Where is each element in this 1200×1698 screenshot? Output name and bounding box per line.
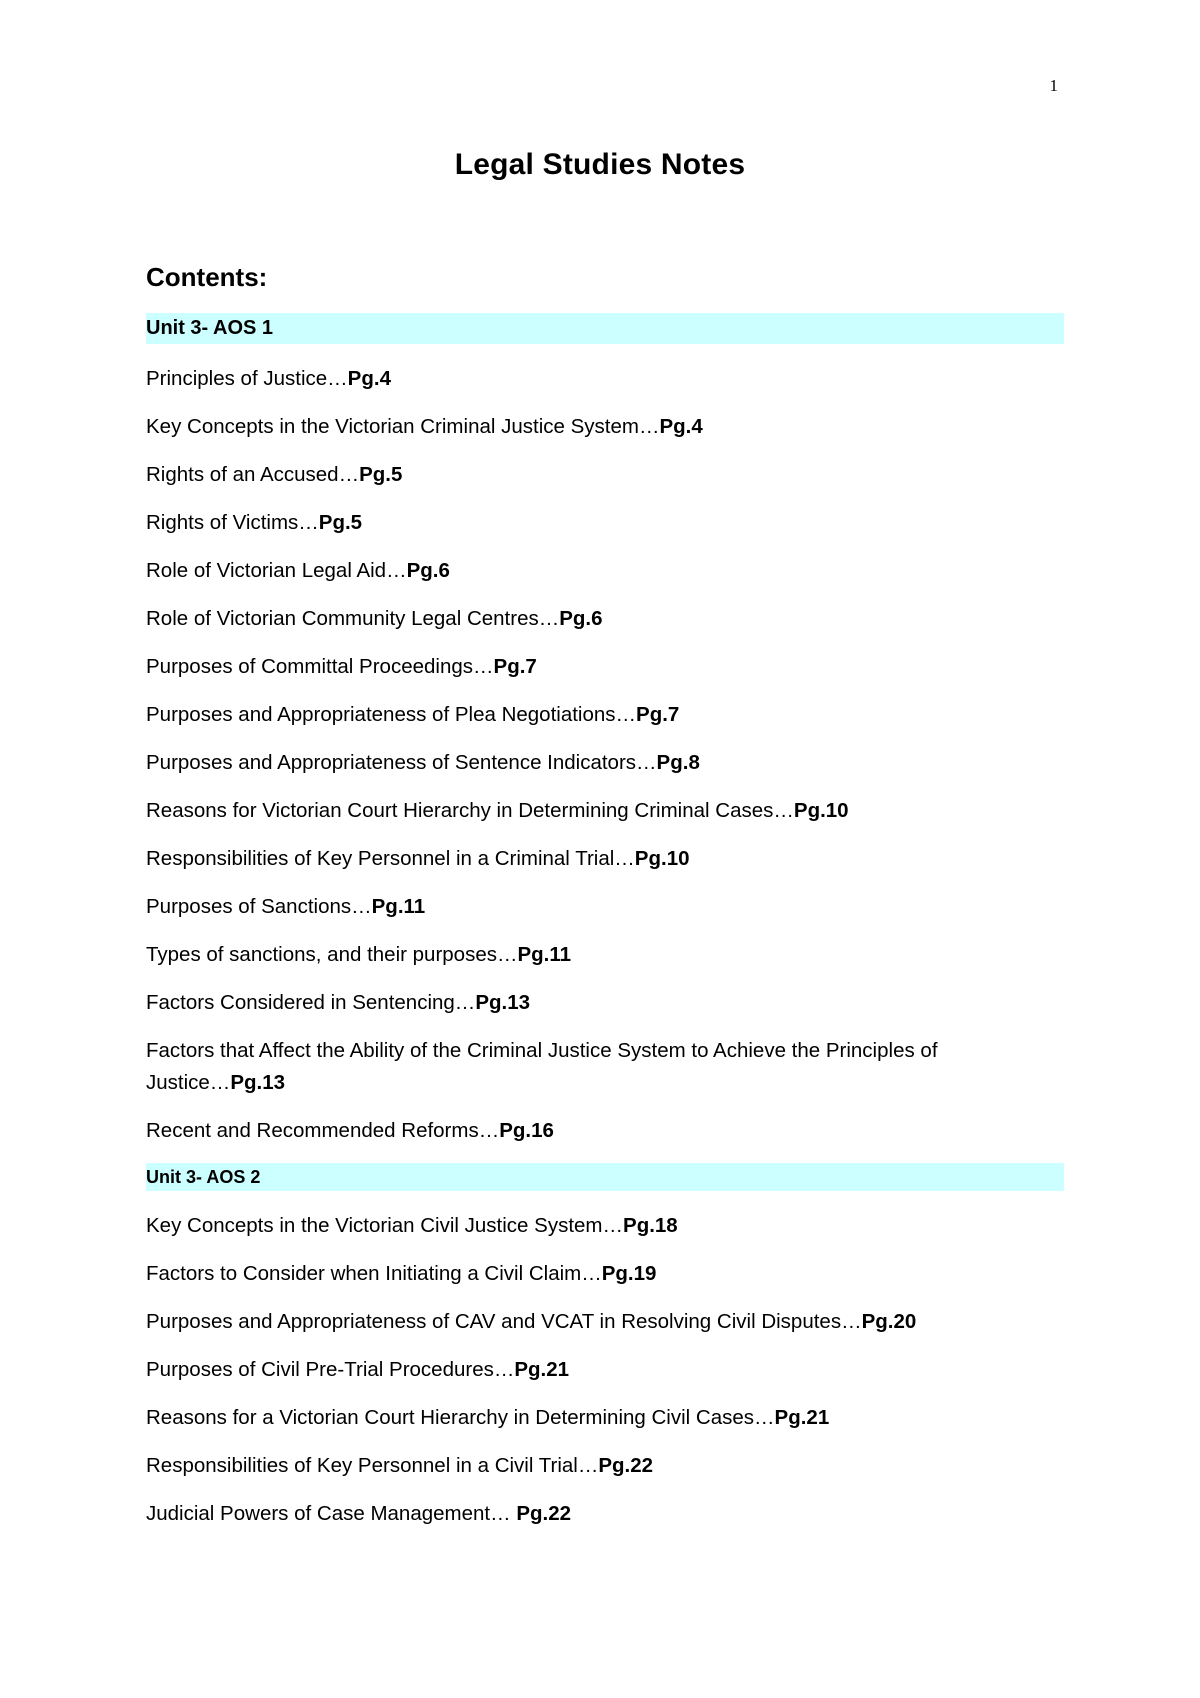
toc-entry-title: Purposes and Appropriateness of Plea Negotiations… [146, 703, 637, 726]
toc-entry-page: Pg.6 [559, 607, 603, 630]
toc-entry-title: Reasons for a Victorian Court Hierarchy in Determining Civil Cases… [146, 1406, 775, 1429]
toc-entry-title: Factors to Consider when Initiating a Civil Claim… [146, 1262, 602, 1285]
toc-entry-page: Pg.4 [659, 415, 703, 438]
toc-entry-page: Pg.4 [347, 367, 391, 390]
toc-entry[interactable] [146, 507, 1064, 539]
toc-entry-title: Purposes and Appropriateness of CAV and VCAT in Resolving Civil Disputes… [146, 1310, 862, 1333]
toc-entry[interactable] [146, 1306, 1064, 1338]
toc-entry[interactable] [146, 603, 1064, 635]
toc-entry[interactable] [146, 891, 1064, 923]
toc-entry-title: Key Concepts in the Victorian Criminal Justice System… [146, 415, 660, 438]
toc-entry-title: Reasons for Victorian Court Hierarchy in Determining Criminal Cases… [146, 799, 794, 822]
toc-entry-page: Pg.22 [516, 1502, 572, 1525]
toc-entry-page: Pg.6 [406, 559, 450, 582]
contents-heading: Contents: [146, 262, 268, 292]
toc-entry[interactable] [146, 363, 1064, 395]
table-of-contents [146, 313, 1064, 1546]
toc-entry[interactable] [146, 747, 1064, 779]
toc-entry[interactable] [146, 843, 1064, 875]
toc-entry-page: Pg.7 [636, 703, 680, 726]
toc-entry-title: Recent and Recommended Reforms… [146, 1119, 500, 1142]
toc-entry[interactable] [146, 411, 1064, 443]
toc-entry[interactable] [146, 1498, 1064, 1530]
toc-entry[interactable] [146, 555, 1064, 587]
toc-entry-title: Purposes and Appropriateness of Sentence Indicators… [146, 751, 657, 774]
toc-entry-title: Role of Victorian Community Legal Centres… [146, 607, 560, 630]
toc-entry-title: Responsibilities of Key Personnel in a Criminal Trial… [146, 847, 635, 870]
toc-entry-title: Purposes of Committal Proceedings… [146, 655, 494, 678]
toc-entry-title: Rights of Victims… [146, 511, 319, 534]
toc-entry[interactable] [146, 939, 1064, 971]
toc-entry-title: Key Concepts in the Victorian Civil Justice System… [146, 1214, 624, 1237]
toc-entry-page: Pg.7 [493, 655, 537, 678]
toc-entry-page: Pg.16 [499, 1119, 554, 1142]
toc-entry-page: Pg.8 [656, 751, 700, 774]
toc-entry-title: Principles of Justice… [146, 367, 348, 390]
toc-entry-page: Pg.13 [230, 1071, 286, 1094]
toc-entry-page: Pg.20 [861, 1310, 917, 1333]
toc-entry[interactable] [146, 795, 1064, 827]
toc-entry[interactable] [146, 1115, 1064, 1147]
toc-entry[interactable] [146, 1210, 1064, 1242]
toc-entry-page: Pg.18 [623, 1214, 678, 1237]
toc-entry-page: Pg.11 [371, 895, 426, 918]
toc-entry[interactable] [146, 459, 1064, 491]
toc-entry[interactable] [146, 699, 1064, 731]
toc-entry-page: Pg.11 [517, 943, 572, 966]
toc-entry[interactable] [146, 987, 1064, 1019]
toc-entry-page: Pg.5 [359, 463, 403, 486]
section-heading-unit3-aos2: Unit 3- AOS 2 [146, 1163, 1064, 1191]
toc-entry-page: Pg.22 [598, 1454, 654, 1477]
section-heading-unit3-aos1: Unit 3- AOS 1 [146, 313, 1064, 344]
toc-entry-title: Purposes of Sanctions… [146, 895, 372, 918]
toc-entry[interactable] [146, 1258, 1064, 1290]
toc-entry-page: Pg.10 [793, 799, 849, 822]
toc-entry[interactable] [146, 1035, 1064, 1099]
toc-entry-page: Pg.21 [514, 1358, 570, 1381]
toc-entry-page: Pg.21 [774, 1406, 830, 1429]
page-number: 1 [1049, 76, 1058, 95]
toc-entry-title: Types of sanctions, and their purposes… [146, 943, 518, 966]
toc-entry[interactable] [146, 1450, 1064, 1482]
toc-entry-title: Rights of an Accused… [146, 463, 360, 486]
toc-entry-title: Purposes of Civil Pre-Trial Procedures… [146, 1358, 515, 1381]
toc-entry-title: Responsibilities of Key Personnel in a Civil Trial… [146, 1454, 599, 1477]
toc-entry-title: Role of Victorian Legal Aid… [146, 559, 407, 582]
toc-entry-page: Pg.13 [475, 991, 531, 1014]
document-title: Legal Studies Notes [454, 148, 746, 181]
toc-entry-page: Pg.10 [634, 847, 690, 870]
toc-entry-page: Pg.5 [318, 511, 363, 534]
toc-entry-title: Factors Considered in Sentencing… [146, 991, 476, 1014]
toc-entry-title: Factors that Affect the Ability of the Criminal Justice System to Achieve the Principles of Justice… [146, 1039, 938, 1094]
toc-entry-title: Judicial Powers of Case Management… [146, 1502, 517, 1525]
toc-entry[interactable] [146, 1402, 1064, 1434]
toc-entry[interactable] [146, 651, 1064, 683]
toc-entry-page: Pg.19 [601, 1262, 657, 1285]
toc-entry[interactable] [146, 1354, 1064, 1386]
